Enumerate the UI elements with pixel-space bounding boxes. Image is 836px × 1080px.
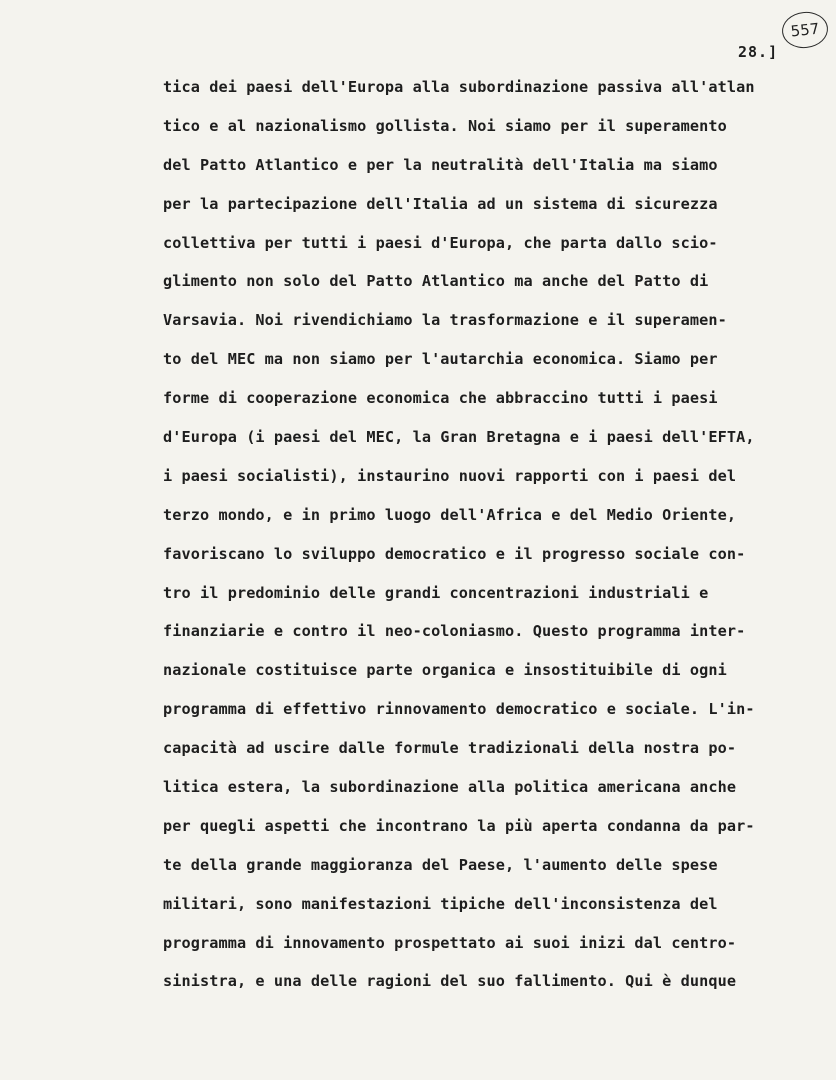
- text-line: Varsavia. Noi rivendichiamo la trasformazione e il superamen-: [163, 311, 727, 330]
- text-line: per quegli aspetti che incontrano la più aperta condanna da par-: [163, 816, 755, 835]
- page-number: 28.]: [738, 43, 779, 61]
- text-line: capacità ad uscire dalle formule tradizionali della nostra po-: [163, 739, 737, 758]
- text-line: tica dei paesi dell'Europa alla subordinazione passiva all'atlan: [163, 78, 755, 96]
- body-text: [163, 74, 803, 1007]
- text-line: forme di cooperazione economica che abbraccino tutti i paesi: [163, 389, 718, 408]
- text-line: per la partecipazione dell'Italia ad un sistema di sicurezza: [163, 194, 718, 213]
- text-line: collettiva per tutti i paesi d'Europa, che parta dallo scio-: [163, 233, 718, 252]
- text-line: tico e al nazionalismo gollista. Noi siamo per il superamento: [163, 116, 727, 135]
- text-line: nazionale costituisce parte organica e insostituibile di ogni: [163, 661, 727, 680]
- text-line: militari, sono manifestazioni tipiche dell'inconsistenza del: [163, 894, 718, 913]
- text-line: terzo mondo, e in primo luogo dell'Africa e del Medio Oriente,: [163, 505, 737, 524]
- text-line: d'Europa (i paesi del MEC, la Gran Bretagna e i paesi dell'EFTA,: [163, 428, 755, 447]
- text-line: te della grande maggioranza del Paese, l'aumento delle spese: [163, 855, 718, 874]
- text-line: programma di effettivo rinnovamento democratico e sociale. L'in-: [163, 700, 755, 719]
- archive-stamp: 557: [780, 10, 830, 51]
- text-line: favoriscano lo sviluppo democratico e il progresso sociale con-: [163, 544, 746, 563]
- text-line: finanziarie e contro il neo-coloniasmo. Questo programma inter-: [163, 622, 746, 641]
- text-line: sinistra, e una delle ragioni del suo fallimento. Qui è dunque: [163, 972, 737, 991]
- text-line: programma di innovamento prospettato ai suoi inizi dal centro-: [163, 933, 737, 952]
- text-line: del Patto Atlantico e per la neutralità dell'Italia ma siamo: [163, 155, 718, 174]
- text-line: i paesi socialisti), instaurino nuovi rapporti con i paesi del: [163, 466, 737, 485]
- text-line: tro il predominio delle grandi concentrazioni industriali e: [163, 583, 709, 602]
- text-line: litica estera, la subordinazione alla politica americana anche: [163, 778, 737, 797]
- text-line: to del MEC ma non siamo per l'autarchia economica. Siamo per: [163, 350, 718, 369]
- text-line: glimento non solo del Patto Atlantico ma anche del Patto di: [163, 272, 709, 291]
